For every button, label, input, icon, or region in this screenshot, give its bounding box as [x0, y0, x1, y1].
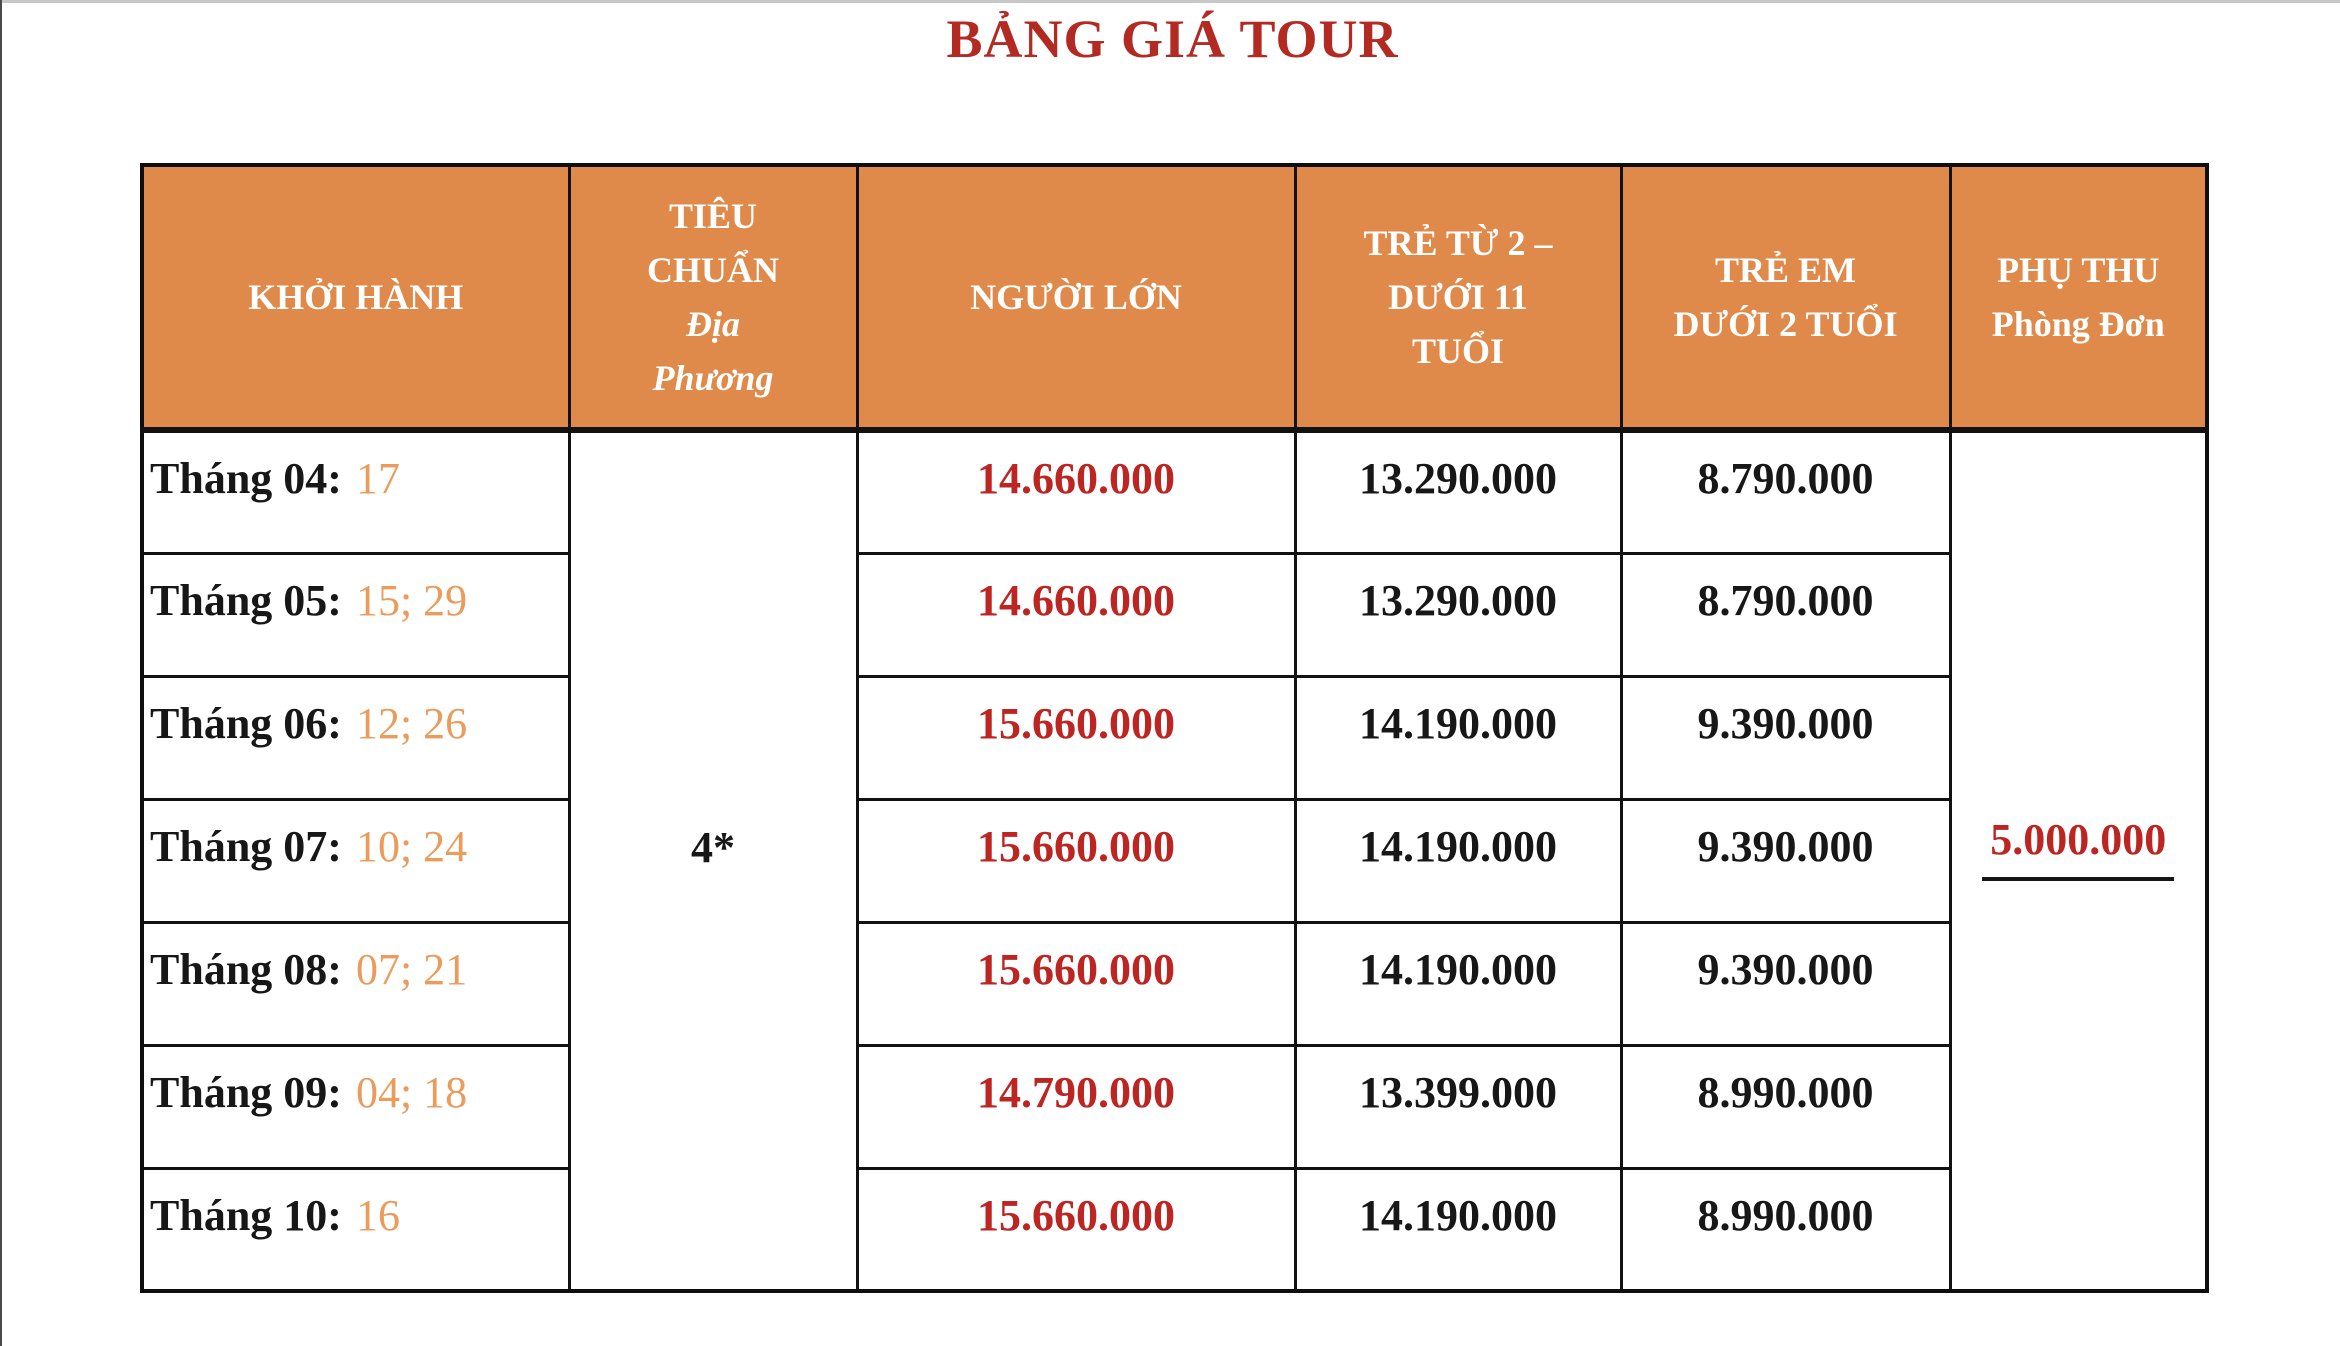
- standard-merged-cell: 4*: [569, 430, 857, 1291]
- departure-cell: [142, 553, 569, 676]
- departure-dates: 17: [355, 453, 400, 503]
- header-infant-line1: TRẺ EM: [1714, 250, 1856, 290]
- departure-cell: [142, 430, 569, 553]
- departure-cell: [142, 676, 569, 799]
- header-child-line2: DƯỚI 11: [1388, 277, 1528, 317]
- page-title: BẢNG GIÁ TOUR: [946, 9, 1399, 69]
- departure-dates: 12; 26: [355, 699, 468, 748]
- header-standard-line4: Phương: [652, 358, 774, 398]
- tour-price-table: [140, 163, 2209, 1293]
- infant-price-cell: 8.990.000: [1621, 1045, 1950, 1168]
- departure-dates: 15; 29: [355, 576, 468, 625]
- month-label: Tháng 07:: [150, 822, 342, 871]
- infant-price-cell: 9.390.000: [1621, 676, 1950, 799]
- surcharge-value: 5.000.000: [1982, 814, 2174, 881]
- table-row: [142, 922, 2207, 1045]
- month-label: Tháng 09:: [150, 1068, 342, 1117]
- header-cell-standard: [569, 165, 857, 430]
- departure-dates: 16: [355, 1190, 400, 1240]
- infant-price-cell: 9.390.000: [1621, 799, 1950, 922]
- header-infant-line2: DƯỚI 2 TUỔI: [1673, 304, 1898, 344]
- table-row: [142, 553, 2207, 676]
- adult-price-cell: 14.660.000: [857, 553, 1295, 676]
- month-label: Tháng 10:: [150, 1190, 342, 1240]
- child-price-cell: 14.190.000: [1295, 1168, 1621, 1291]
- top-edge-line: [0, 0, 2340, 3]
- departure-dates: 07; 21: [355, 945, 468, 994]
- surcharge-merged-cell: [1950, 430, 2207, 1291]
- adult-price-cell: 15.660.000: [857, 676, 1295, 799]
- adult-price-cell: 15.660.000: [857, 799, 1295, 922]
- table-row: [142, 430, 2207, 553]
- header-cell-child: [1295, 165, 1621, 430]
- left-edge-line: [0, 0, 2, 1346]
- child-price-cell: 14.190.000: [1295, 676, 1621, 799]
- adult-price-cell: 15.660.000: [857, 922, 1295, 1045]
- header-adult-label: NGƯỜI LỚN: [970, 277, 1182, 317]
- child-price-cell: 14.190.000: [1295, 799, 1621, 922]
- child-price-cell: 14.190.000: [1295, 922, 1621, 1045]
- table-row: [142, 799, 2207, 922]
- infant-price-cell: 9.390.000: [1621, 922, 1950, 1045]
- table-row: [142, 676, 2207, 799]
- departure-dates: 10; 24: [355, 822, 468, 871]
- header-standard-line3: Địa: [686, 304, 740, 344]
- infant-price-cell: 8.790.000: [1621, 553, 1950, 676]
- header-child-line3: TUỔI: [1411, 331, 1505, 371]
- departure-cell: [142, 922, 569, 1045]
- month-label: Tháng 04:: [150, 453, 342, 503]
- table-row: [142, 1045, 2207, 1168]
- departure-cell: [142, 799, 569, 922]
- header-standard-line1: TIÊU: [668, 196, 758, 236]
- header-departure-label: KHỞI HÀNH: [248, 277, 464, 317]
- adult-price-cell: 14.660.000: [857, 430, 1295, 553]
- table-header-row: [142, 165, 2207, 430]
- adult-price-cell: 15.660.000: [857, 1168, 1295, 1291]
- header-cell-infant: [1621, 165, 1950, 430]
- month-label: Tháng 05:: [150, 576, 342, 625]
- header-surcharge-line1: PHỤ THU: [1997, 250, 2160, 290]
- header-standard-line2: CHUẨN: [647, 250, 779, 290]
- header-cell-surcharge: [1950, 165, 2207, 430]
- departure-cell: [142, 1045, 569, 1168]
- header-cell-adult: [857, 165, 1295, 430]
- month-label: Tháng 08:: [150, 945, 342, 994]
- infant-price-cell: 8.990.000: [1621, 1168, 1950, 1291]
- header-cell-departure: [142, 165, 569, 430]
- header-child-line1: TRẺ TỪ 2 –: [1363, 223, 1553, 263]
- adult-price-cell: 14.790.000: [857, 1045, 1295, 1168]
- child-price-cell: 13.399.000: [1295, 1045, 1621, 1168]
- child-price-cell: 13.290.000: [1295, 553, 1621, 676]
- infant-price-cell: 8.790.000: [1621, 430, 1950, 553]
- departure-cell: [142, 1168, 569, 1291]
- table-row: [142, 1168, 2207, 1291]
- departure-dates: 04; 18: [355, 1068, 468, 1117]
- header-surcharge-line2: Phòng Đơn: [1991, 304, 2165, 344]
- child-price-cell: 13.290.000: [1295, 430, 1621, 553]
- month-label: Tháng 06:: [150, 699, 342, 748]
